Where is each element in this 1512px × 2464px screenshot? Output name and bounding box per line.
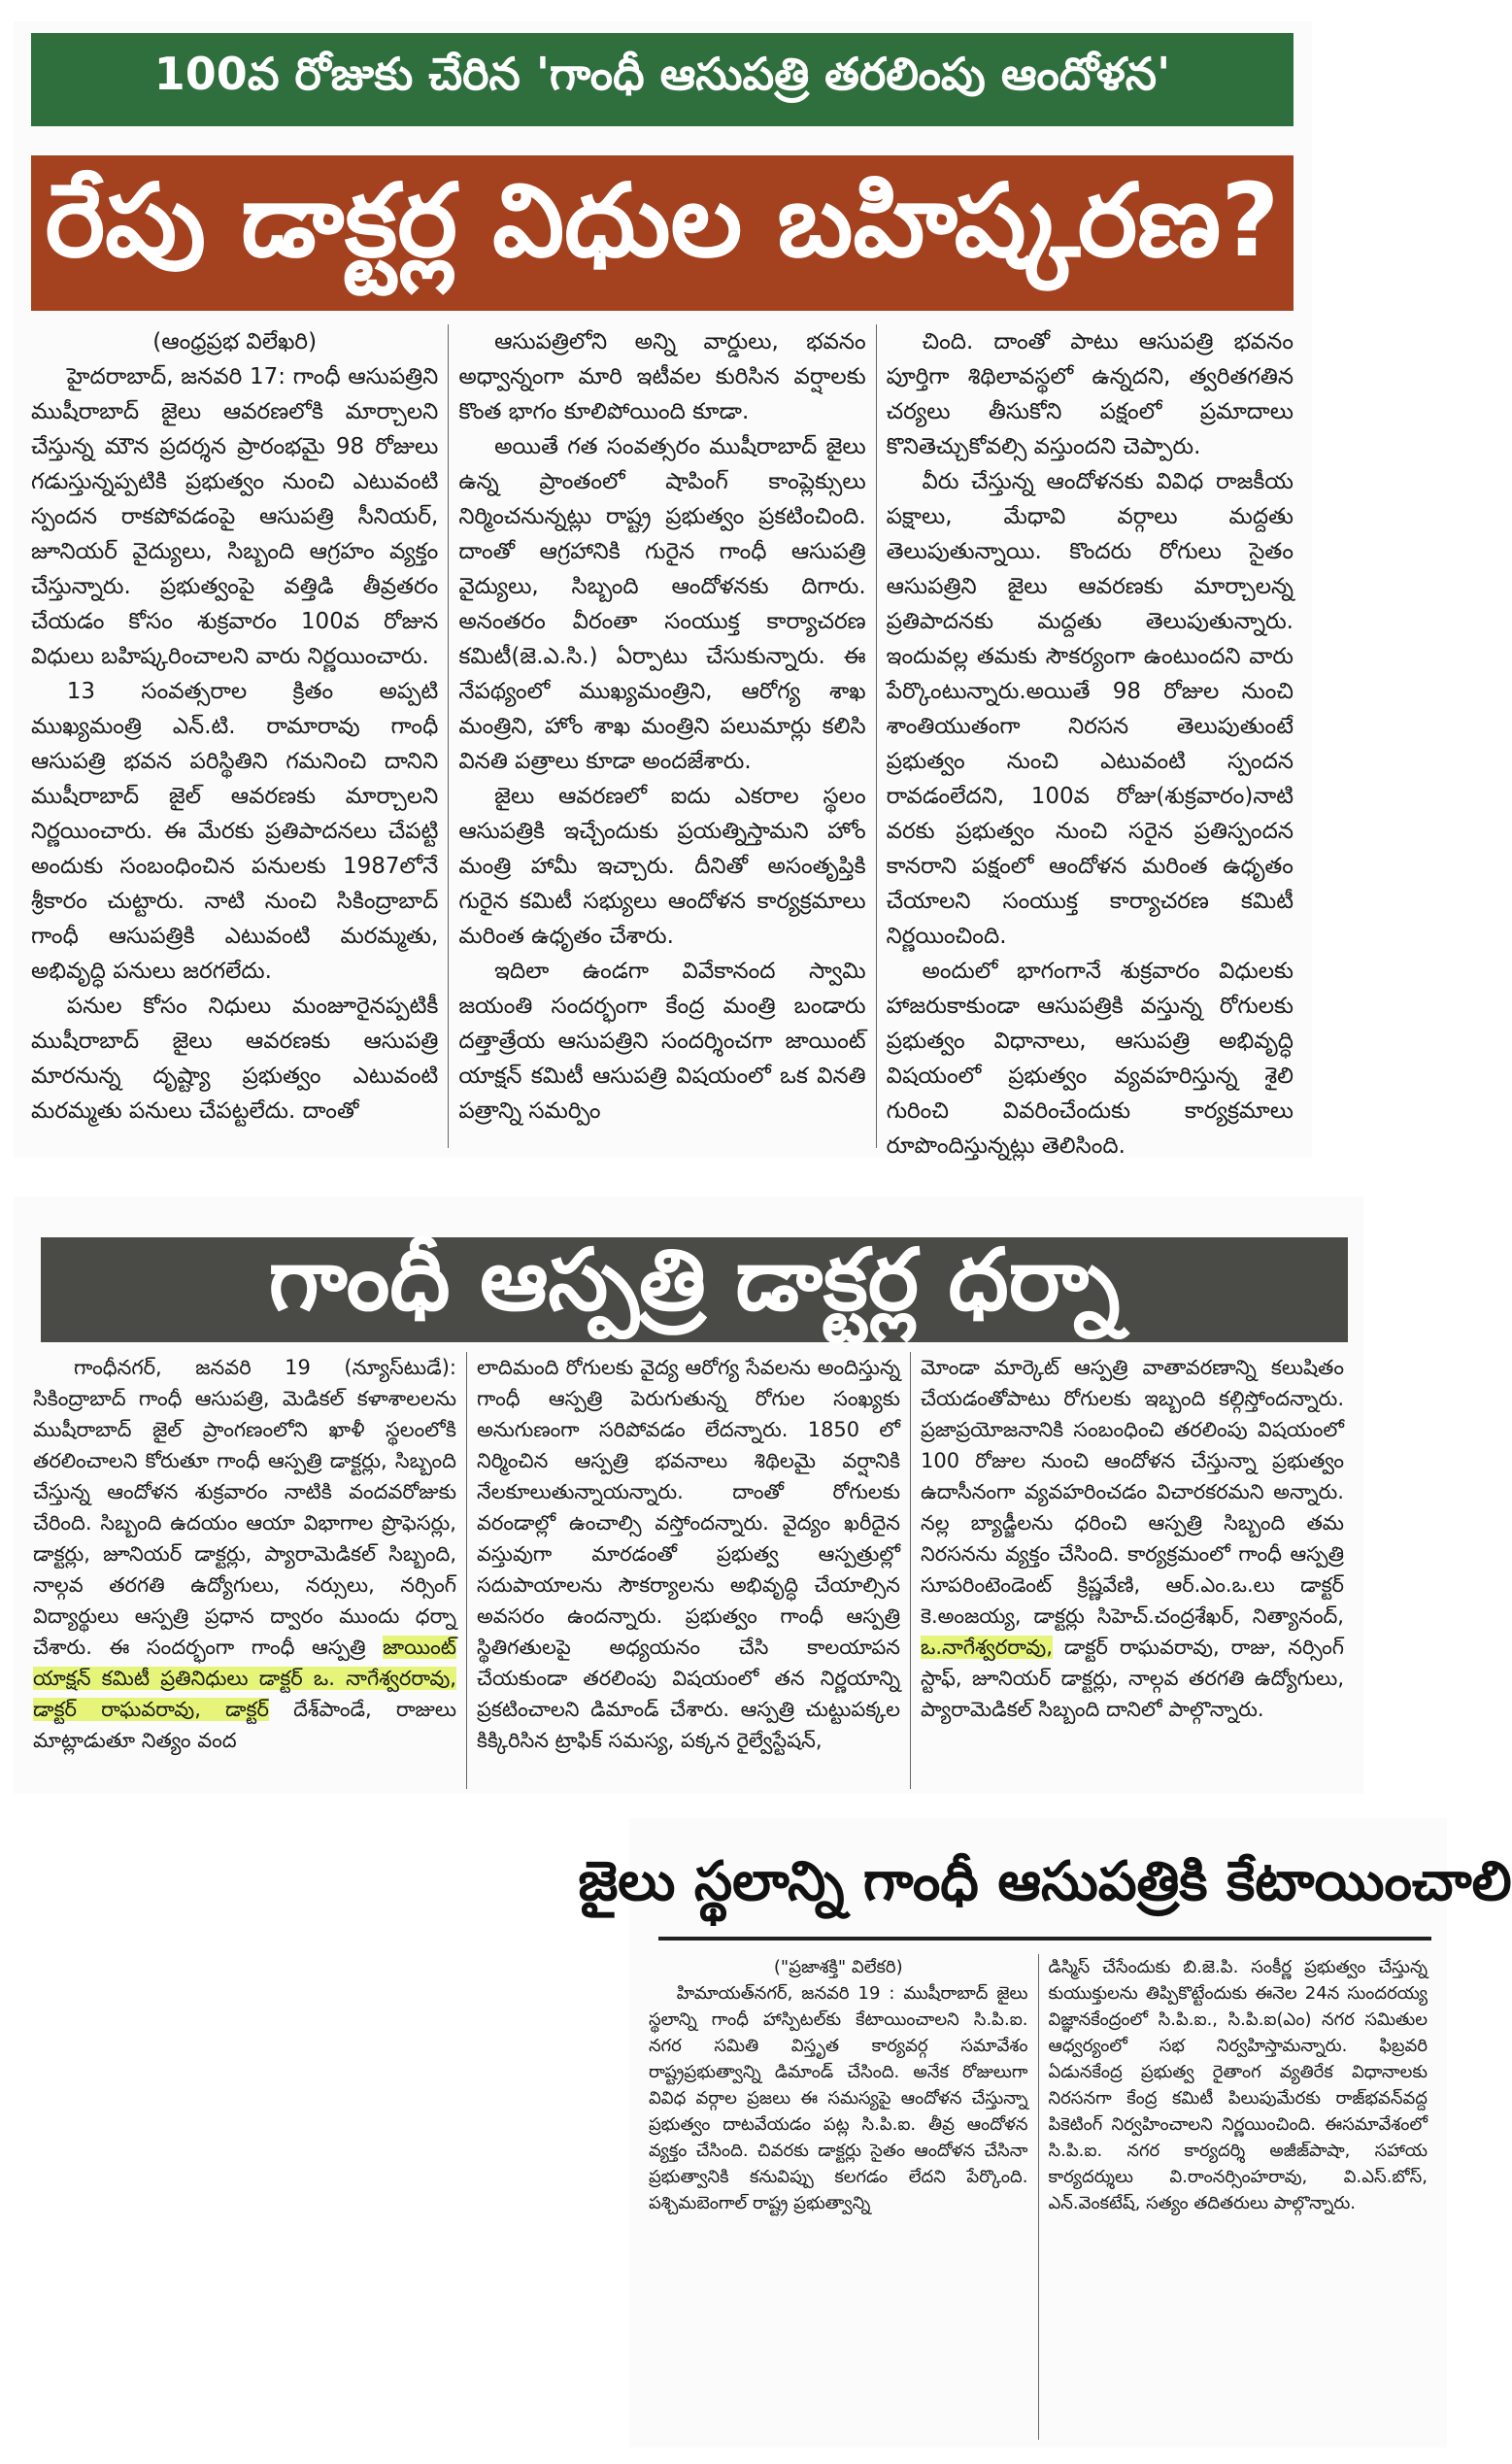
article-1-paragraph: పనుల కోసం నిధులు మంజూరైనప్పటికీ ముషీరాబాద్ జైలు ఆవరణకు ఆసుపత్రి మారనున్న దృష్ట్యా ప్రభుత్వం ఎటువంటి మరమ్మతు పనులు చేపట్టలేదు. దాంతో	[31, 994, 439, 1124]
article-1-column-2	[448, 324, 875, 1148]
article-2-text: గాంధీనగర్, జనవరి 19 (న్యూస్‌టుడే): సికింద్రాబాద్ గాంధీ ఆసుపత్రి, మెడికల్ కళాశాలలను ముషీరాబాద్ జైల్ ప్రాంగణంలోని ఖాళీ స్థలంలోకి తరలించాలని కోరుతూ గాంధీ ఆస్పత్రి డాక్టర్లు, సిబ్బంది చేస్తున్న ఆందోళన శుక్రవారం నాటికి వందవరోజుకు చేరింది. సిబ్బంది ఉదయం ఆయా విభాగాల ప్రొఫెసర్లు, డాక్టర్లు, జూనియర్ డాక్టర్లు, ప్యారామెడికల్ సిబ్బంది, నాల్గవ తరగతి ఉద్యోగులు, నర్సులు, నర్సింగ్ విద్యార్థులు ఆస్పత్రి ప్రధాన ద్వారం ముందు ధర్నా చేశారు. ఈ సందర్భంగా గాంధీ ఆస్పత్రి	[33, 1356, 456, 1659]
article-3-byline: ("ప్రజాశక్తి" విలేకరి)	[773, 1957, 903, 1977]
article-2-column-2	[466, 1352, 910, 1789]
article-3-text: డిస్మిస్ చేసేందుకు బి.జె.పి. సంకీర్ణ ప్రభుత్వం చేస్తున్న కుయుక్తులను తిప్పికొట్టేందుకు ఈనెల 24న సుందరయ్య విజ్ఞానకేంద్రంలో సి.పి.ఐ., సి.పి.ఐ(ఎం) నగర సమితుల ఆధ్వర్యంలో సభ నిర్వహిస్తామన్నారు. ఫిబ్రవరి ఏడునకేంద్ర ప్రభుత్వ రైతాంగ వ్యతిరేక విధానాలకు నిరసనగా కేంద్ర కమిటీ పిలుపుమేరకు రాజ్‌భవన్‌వద్ద పికెటింగ్ నిర్వహించాలని నిర్ణయించింది. ఈసమావేశంలో సి.పి.ఐ. నగర కార్యదర్శి అజీజ్‌పాషా, సహాయ కార్యదర్శులు వి.రాంనర్సింహరావు, వి.ఎస్.బోస్, ఎన్.వెంకటేష్, సత్యం తదితరులు పాల్గొన్నారు.	[1048, 1957, 1428, 2213]
article-3-text: హిమాయత్‌నగర్, జనవరి 19 : ముషీరాబాద్ జైలు స్థలాన్ని గాంధీ హాస్పిటల్‌కు కేటాయించాలని సి.పి.ఐ. నగర సమితి విస్తృత కార్యవర్గ సమావేశం రాష్ట్రప్రభుత్వాన్ని డిమాండ్ చేసింది. అనేక రోజులుగా వివిధ వర్గాల ప్రజలు ఈ సమస్యపై ఆందోళన చేస్తున్నా ప్రభుత్వం దాటవేయడం పట్ల సి.పి.ఐ. తీవ్ర ఆందోళన వ్యక్తం చేసింది. చివరకు డాక్టర్లు సైతం ఆందోళన చేసినా ప్రభుత్వానికి కనువిప్పు కలగడం లేదని పేర్కొంది. పశ్చిమబెంగాల్ రాష్ట్ర ప్రభుత్వాన్ని	[649, 1983, 1028, 2213]
article-3-clipping	[578, 1818, 1512, 2447]
article-1-column-1	[21, 324, 448, 1148]
article-1-paragraph: అయితే గత సంవత్సరం ముషీరాబాద్ జైలు ఉన్న ప్రాంతంలో షాపింగ్ కాంప్లెక్సులు నిర్మించనున్నట్లు రాష్ట్ర ప్రభుత్వం ప్రకటించింది. దాంతో ఆగ్రహానికి గురైన గాంధీ ఆసుపత్రి వైద్యులు, సిబ్బంది ఆందోళనకు దిగారు. అనంతరం వీరంతా సంయుక్త కార్యాచరణ కమిటీ(జె.ఎ.సి.) ఏర్పాటు చేసుకున్నారు. ఈ నేపథ్యంలో ముఖ్యమంత్రిని, ఆరోగ్య శాఖ మంత్రిని, హోం శాఖ మంత్రిని పలుమార్లు కలిసి వినతి పత్రాలు కూడా అందజేశారు.	[458, 434, 866, 774]
article-2-text: మోండా మార్కెట్ ఆస్పత్రి వాతావరణాన్ని కలుషితం చేయడంతోపాటు రోగులకు ఇబ్బంది కల్గిస్తోందన్నారు. ప్రజాప్రయోజనానికి సంబంధించి తరలింపు విషయంలో 100 రోజుల నుంచి ఆందోళన చేస్తున్నా ప్రభుత్వం ఉదాసీనంగా వ్యవహరించడం విచారకరమని అన్నారు. నల్ల బ్యాడ్జీలను ధరించి ఆస్పత్రి సిబ్బంది తమ నిరసనను వ్యక్తం చేసింది. కార్యక్రమంలో గాంధీ ఆస్పత్రి సూపరింటెండెంట్ క్రిష్ణవేణి, ఆర్.ఎం.ఒ.లు డాక్టర్ కె.అంజయ్య, డాక్టర్లు సిహెచ్.చంద్రశేఖర్, నిత్యానంద్,	[921, 1356, 1344, 1628]
article-2-text: దేశ్‌పాండే, రాజులు మాట్లాడుతూ నిత్యం వంద	[33, 1698, 456, 1752]
article-1-headline: రేపు డాక్టర్ల విధుల బహిష్కరణ?	[31, 155, 1294, 311]
article-2-column-3	[910, 1352, 1354, 1789]
article-1-paragraph: 13 సంవత్సరాల క్రితం అప్పటి ముఖ్యమంత్రి ఎన్.టి. రామారావు గాంధీ ఆసుపత్రి భవన పరిస్థితిని గమనించి దానిని ముషీరాబాద్ జైల్ ఆవరణకు మార్చాలని నిర్ణయించారు. ఈ మేరకు ప్రతిపాదనలు చేపట్టి అందుకు సంబంధించిన పనులకు 1987లోనే శ్రీకారం చుట్టారు. నాటి నుంచి సికింద్రాబాద్ గాంధీ ఆసుపత్రికి ఎటువంటి మరమ్మతు, అభివృద్ధి పనులు జరగలేదు.	[31, 679, 439, 984]
article-1-paragraph: హైదరాబాద్, జనవరి 17: గాంధీ ఆసుపత్రిని ముషీరాబాద్ జైలు ఆవరణలోకి మార్చాలని చేస్తున్న మౌన ప్రదర్శన ప్రారంభమై 98 రోజులు గడుస్తున్నప్పటికి ప్రభుత్వం నుంచి ఎటువంటి స్పందన రాకపోవడంపై ఆసుపత్రి సీనియర్, జూనియర్ వైద్యులు, సిబ్బంది ఆగ్రహం వ్యక్తం చేస్తున్నారు. ప్రభుత్వంపై వత్తిడి తీవ్రతరం చేయడం కోసం శుక్రవారం 100వ రోజున విధులు బహిష్కరించాలని వారు నిర్ణయించారు.	[31, 364, 439, 669]
article-2-highlighted-text: జాయింట్ యాక్షన్ కమిటీ ప్రతినిధులు డాక్టర్ ఒ. నాగేశ్వరరావు, డాక్టర్ రాఘవరావు, డాక్టర్	[33, 1636, 456, 1721]
article-3-column-1	[639, 1954, 1038, 2440]
article-3-headline: జైలు స్థలాన్ని గాంధీ ఆసుపత్రికి కేటాయించాలి	[658, 1840, 1431, 1941]
article-2-text: లాదిమంది రోగులకు వైద్య ఆరోగ్య సేవలను అందిస్తున్న గాంధీ ఆస్పత్రి పెరుగుతున్న రోగుల సంఖ్యకు అనుగుణంగా సరిపోవడం లేదన్నారు. 1850 లో నిర్మించిన ఆస్పత్రి భవనాలు శిథిలమై వర్షానికి నేలకూలుతున్నాయన్నారు. దాంతో రోగులకు వరండాల్లో ఉంచాల్సి వస్తోందన్నారు. వైద్యం ఖరీదైన వస్తువుగా మారడంతో ప్రభుత్వ ఆస్పత్రుల్లో సదుపాయాలను సౌకర్యాలను అభివృద్ధి చేయాల్సిన అవసరం ఉందన్నారు. ప్రభుత్వం గాంధీ ఆస్పత్రి స్థితిగతులపై అధ్యయనం చేసి కాలయాపన చేయకుండా తరలింపు విషయంలో తన నిర్ణయాన్ని ప్రకటించాలని డిమాండ్ చేశారు. ఆస్పత్రి చుట్టుపక్కల కిక్కిరిసిన ట్రాఫిక్ సమస్య, పక్కన రైల్వేస్టేషన్,	[477, 1356, 900, 1752]
article-3-column-2	[1038, 1954, 1438, 2440]
article-1-kicker: 100వ రోజుకు చేరిన 'గాంధీ ఆసుపత్రి తరలింపు ఆందోళన'	[31, 33, 1294, 126]
article-1-paragraph: అందులో భాగంగానే శుక్రవారం విధులకు హాజరుకాకుండా ఆసుపత్రికి వస్తున్న రోగులకు ప్రభుత్వం విధానాలు, ఆసుపత్రి అభివృద్ధి విషయంలో ప్రభుత్వం వ్యవహరిస్తున్న శైలి గురించి వివరించేందుకు కార్యక్రమాలు రూపొందిస్తున్నట్లు తెలిసింది.	[886, 959, 1294, 1159]
article-2-clipping	[14, 1197, 1363, 1794]
article-2-text: డాక్టర్ రాఘవరావు, రాజు, నర్సింగ్ స్టాఫ్, జూనియర్ డాక్టర్లు, నాల్గవ తరగతి ఉద్యోగులు, ప్యారామెడికల్ సిబ్బంది దానిలో పాల్గొన్నారు.	[921, 1636, 1344, 1721]
article-2-column-1	[23, 1352, 466, 1789]
article-1-column-3	[876, 324, 1303, 1159]
article-1-byline: (ఆంధ్రప్రభ విలేఖరి)	[152, 329, 318, 354]
article-1-paragraph: వీరు చేస్తున్న ఆందోళనకు వివిధ రాజకీయ పక్షాలు, మేధావి వర్గాలు మద్దతు తెలుపుతున్నాయి. కొందరు రోగులు సైతం ఆసుపత్రిని జైలు ఆవరణకు మార్చాలన్న ప్రతిపాదనకు మద్దతు తెలుపుతున్నారు. ఇందువల్ల తమకు సౌకర్యంగా ఉంటుందని వారు పేర్కొంటున్నారు.అయితే 98 రోజుల నుంచి శాంతియుతంగా నిరసన తెలుపుతుంటే ప్రభుత్వం నుంచి ఎటువంటి స్పందన రావడంలేదని, 100వ రోజు(శుక్రవారం)నాటి వరకు ప్రభుత్వం నుంచి సరైన ప్రతిస్పందన కానరాని పక్షంలో ఆందోళన మరింత ఉధృతం చేయాలని సంయుక్త కార్యాచరణ కమిటీ నిర్ణయించింది.	[886, 469, 1294, 949]
article-2-headline: గాంధీ ఆస్పత్రి డాక్టర్ల ధర్నా	[41, 1237, 1348, 1342]
article-1-paragraph: ఇదిలా ఉండగా వివేకానంద స్వామి జయంతి సందర్భంగా కేంద్ర మంత్రి బండారు దత్తాత్రేయ ఆసుపత్రిని సందర్శించగా జాయింట్ యాక్షన్ కమిటీ ఆసుపత్రి విషయంలో ఒక వినతి పత్రాన్ని సమర్పిం	[458, 959, 866, 1124]
article-2-highlighted-text: ఒ.నాగేశ్వరరావు,	[921, 1636, 1053, 1659]
article-1-clipping	[14, 21, 1312, 1158]
article-1-paragraph: చింది. దాంతో పాటు ఆసుపత్రి భవనం పూర్తిగా శిథిలావస్థలో ఉన్నదని, త్వరితగతిన చర్యలు తీసుకోని పక్షంలో ప్రమాదాలు కొనితెచ్చుకోవల్సి వస్తుందని చెప్పారు.	[886, 329, 1294, 459]
article-1-paragraph: ఆసుపత్రిలోని అన్ని వార్డులు, భవనం అధ్వాన్నంగా మారి ఇటీవల కురిసిన వర్షాలకు కొంత భాగం కూలిపోయింది కూడా.	[458, 329, 866, 424]
article-1-paragraph: జైలు ఆవరణలో ఐదు ఎకరాల స్థలం ఆసుపత్రికి ఇచ్చేందుకు ప్రయత్నిస్తామని హోం మంత్రి హామీ ఇచ్చారు. దీనితో అసంతృప్తికి గురైన కమిటీ సభ్యులు ఆందోళన కార్యక్రమాలు మరింత ఉధృతం చేశారు.	[458, 784, 866, 949]
